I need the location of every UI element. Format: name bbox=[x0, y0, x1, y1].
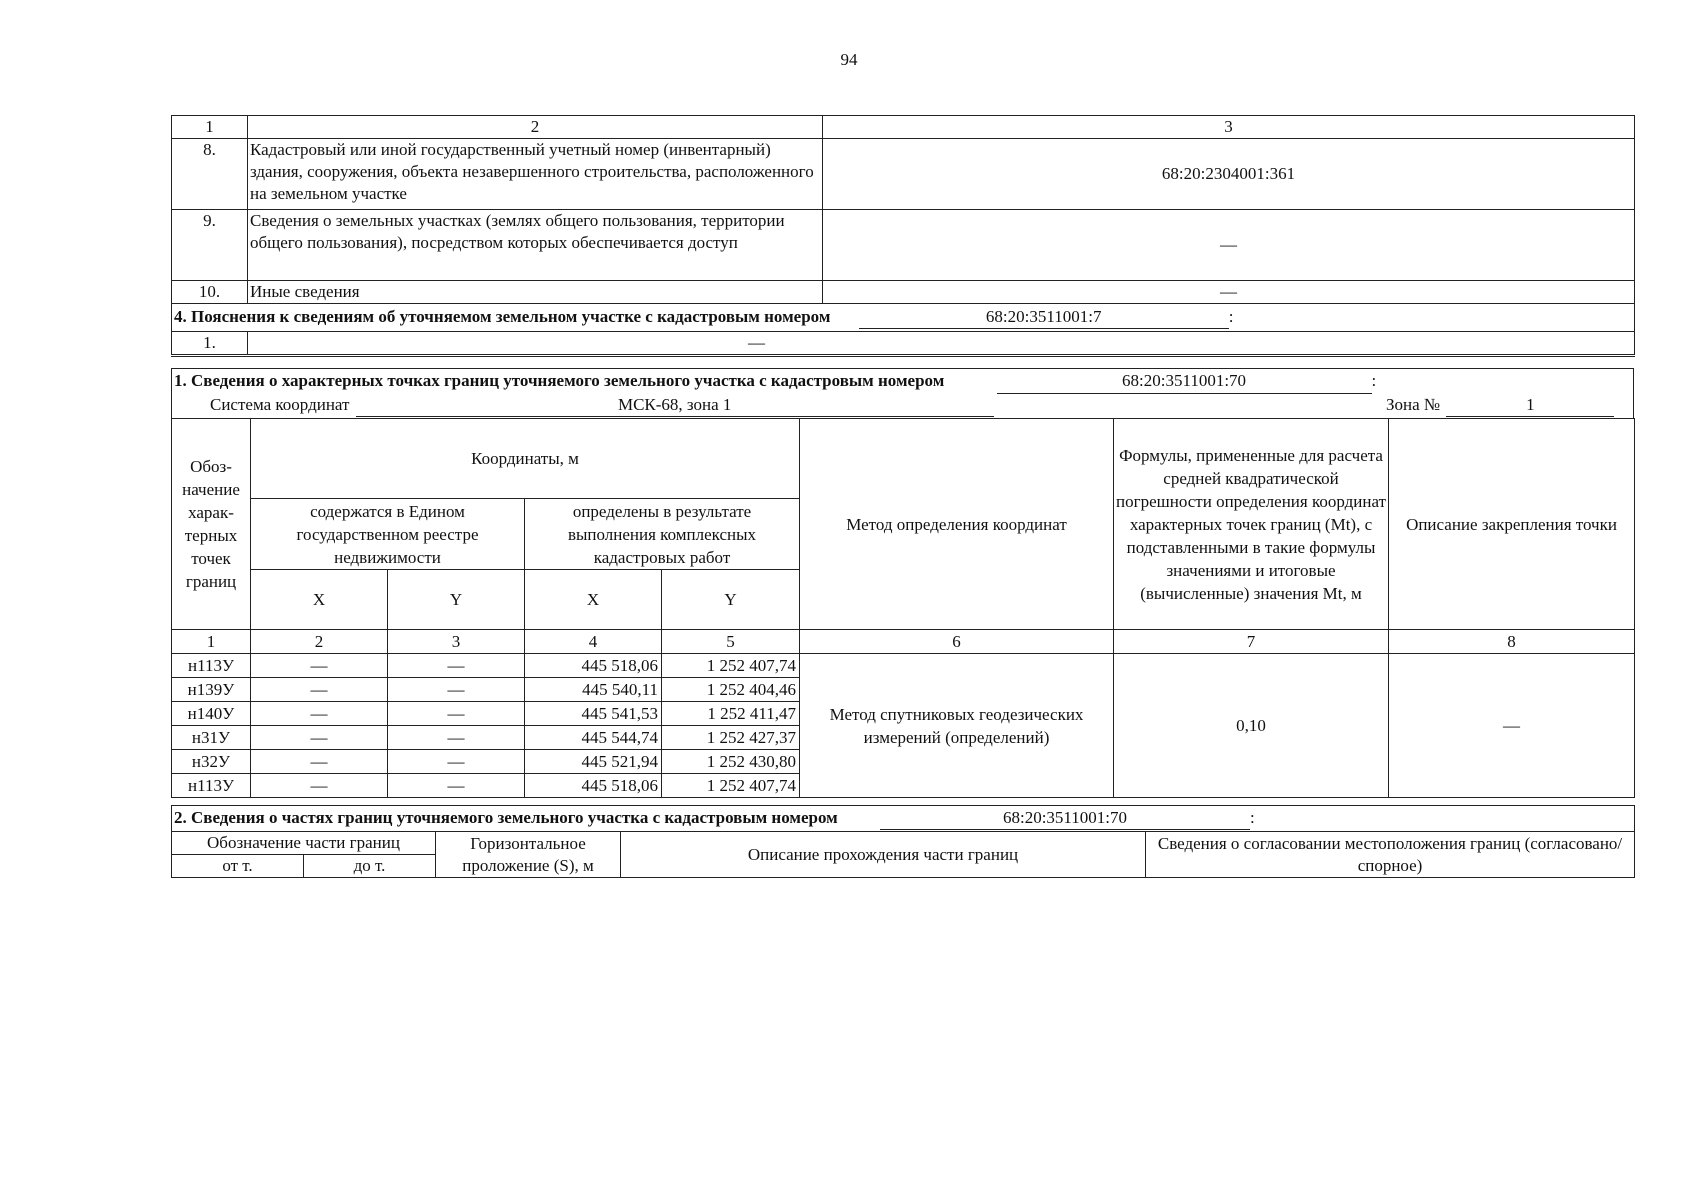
colon: : bbox=[1228, 307, 1234, 326]
point-x2: 445 540,11 bbox=[525, 678, 662, 702]
section-title: 2. Сведения о частях границ уточняемого земельного участка с кадастровым номером bbox=[174, 808, 838, 827]
header-egrn: содержатся в Едином государственном реестре недвижимости bbox=[251, 499, 525, 570]
table-row bbox=[172, 332, 1635, 356]
point-y1: — bbox=[388, 774, 525, 798]
point-y1: — bbox=[388, 678, 525, 702]
col-number: 1 bbox=[172, 116, 248, 139]
col-number: 1 bbox=[172, 630, 251, 654]
colon: : bbox=[1371, 371, 1377, 390]
point-y2: 1 252 427,37 bbox=[662, 726, 800, 750]
point-name: н140У bbox=[172, 702, 251, 726]
col-number: 5 bbox=[662, 630, 800, 654]
point-x2: 445 518,06 bbox=[525, 654, 662, 678]
row-value: — bbox=[248, 332, 1635, 356]
point-x1: — bbox=[251, 702, 388, 726]
method-value: Метод спутниковых геодезических измерений (определений) bbox=[800, 654, 1114, 798]
coord-system: МСК-68, зона 1 bbox=[356, 394, 994, 417]
point-name: н113У bbox=[172, 774, 251, 798]
col-number: 2 bbox=[248, 116, 823, 139]
header-fixing: Описание закрепления точки bbox=[1389, 419, 1635, 630]
row-value: 68:20:2304001:361 bbox=[823, 139, 1635, 210]
header-kkr: определены в результате выполнения комплексных кадастровых работ bbox=[525, 499, 800, 570]
table-row bbox=[172, 281, 1635, 304]
header-y: Y bbox=[388, 570, 525, 630]
page-number: 94 bbox=[840, 50, 858, 69]
table-row bbox=[172, 210, 1635, 281]
point-y2: 1 252 407,74 bbox=[662, 774, 800, 798]
point-y2: 1 252 411,47 bbox=[662, 702, 800, 726]
section-2-title-row bbox=[172, 806, 1635, 832]
header-formula: Формулы, примененные для расчета средней квадратической погрешности определения координат характерных точек границ (Mt), с подставленными в такие формулы значениями и итоговые (вычисленные) значения Mt, м bbox=[1114, 419, 1389, 630]
point-x2: 445 521,94 bbox=[525, 750, 662, 774]
point-x2: 445 518,06 bbox=[525, 774, 662, 798]
colon: : bbox=[1250, 808, 1255, 827]
point-name: н31У bbox=[172, 726, 251, 750]
point-x2: 445 544,74 bbox=[525, 726, 662, 750]
section-title: 4. Пояснения к сведениям об уточняемом земельном участке с кадастровым номером bbox=[174, 307, 831, 326]
section-1-header bbox=[171, 368, 1634, 418]
header-coordinates: Координаты, м bbox=[251, 419, 800, 499]
fixing-value: — bbox=[1389, 654, 1635, 798]
boundary-points-table bbox=[171, 418, 1635, 798]
row-number: 9. bbox=[172, 210, 248, 281]
column-number-row bbox=[172, 116, 1635, 139]
point-x2: 445 541,53 bbox=[525, 702, 662, 726]
point-name: н32У bbox=[172, 750, 251, 774]
header-method: Метод определения координат bbox=[800, 419, 1114, 630]
point-y2: 1 252 407,74 bbox=[662, 654, 800, 678]
point-name: н113У bbox=[172, 654, 251, 678]
row-number: 8. bbox=[172, 139, 248, 210]
col-number: 8 bbox=[1389, 630, 1635, 654]
row-number: 10. bbox=[172, 281, 248, 304]
point-x1: — bbox=[251, 678, 388, 702]
header-x: X bbox=[525, 570, 662, 630]
cadastral-number: 68:20:3511001:7 bbox=[859, 306, 1229, 329]
row-label: Сведения о земельных участках (землях общего пользования, территории общего пользования), посредством которых обеспечивается доступ bbox=[248, 210, 823, 281]
header-x: X bbox=[251, 570, 388, 630]
point-y2: 1 252 404,46 bbox=[662, 678, 800, 702]
point-y2: 1 252 430,80 bbox=[662, 750, 800, 774]
point-y1: — bbox=[388, 750, 525, 774]
col-number: 3 bbox=[823, 116, 1635, 139]
col-number: 4 bbox=[525, 630, 662, 654]
cadastral-info-table bbox=[171, 115, 1635, 357]
header-length: Горизонтальное проложение (S), м bbox=[436, 832, 621, 878]
section-title: 1. Сведения о характерных точках границ уточняемого земельного участка с кадастровым номером bbox=[174, 371, 945, 390]
point-x1: — bbox=[251, 654, 388, 678]
col-number: 3 bbox=[388, 630, 525, 654]
boundary-parts-table bbox=[171, 805, 1635, 878]
row-label: Кадастровый или иной государственный учетный номер (инвентарный) здания, сооружения, объекта незавершенного строительства, расположенного на земельном участке bbox=[248, 139, 823, 210]
point-x1: — bbox=[251, 750, 388, 774]
cadastral-number: 68:20:3511001:70 bbox=[997, 369, 1372, 394]
zone-number: 1 bbox=[1446, 394, 1614, 417]
header-part: Обозначение части границ bbox=[172, 832, 436, 855]
table-row bbox=[172, 654, 1635, 678]
header-description: Описание прохождения части границ bbox=[621, 832, 1146, 878]
section-4-title-row bbox=[172, 304, 1635, 332]
table-row bbox=[172, 139, 1635, 210]
col-number: 7 bbox=[1114, 630, 1389, 654]
column-number-row bbox=[172, 630, 1635, 654]
mt-value: 0,10 bbox=[1114, 654, 1389, 798]
point-y1: — bbox=[388, 726, 525, 750]
header-from: от т. bbox=[172, 855, 304, 878]
row-label: Иные сведения bbox=[248, 281, 823, 304]
header-agreement: Сведения о согласовании местоположения границ (согласовано/спорное) bbox=[1146, 832, 1635, 878]
header-to: до т. bbox=[304, 855, 436, 878]
header-designation: Обоз-начение харак-терных точек границ bbox=[172, 419, 251, 630]
point-x1: — bbox=[251, 774, 388, 798]
row-number: 1. bbox=[172, 332, 248, 356]
point-x1: — bbox=[251, 726, 388, 750]
header-y: Y bbox=[662, 570, 800, 630]
cadastral-number: 68:20:3511001:70 bbox=[880, 807, 1250, 830]
row-value: — bbox=[823, 210, 1635, 281]
coord-system-label: Система координат bbox=[210, 395, 350, 414]
point-y1: — bbox=[388, 702, 525, 726]
col-number: 6 bbox=[800, 630, 1114, 654]
point-y1: — bbox=[388, 654, 525, 678]
zone-label: Зона № bbox=[1386, 395, 1441, 414]
row-value: — bbox=[823, 281, 1635, 304]
col-number: 2 bbox=[251, 630, 388, 654]
point-name: н139У bbox=[172, 678, 251, 702]
